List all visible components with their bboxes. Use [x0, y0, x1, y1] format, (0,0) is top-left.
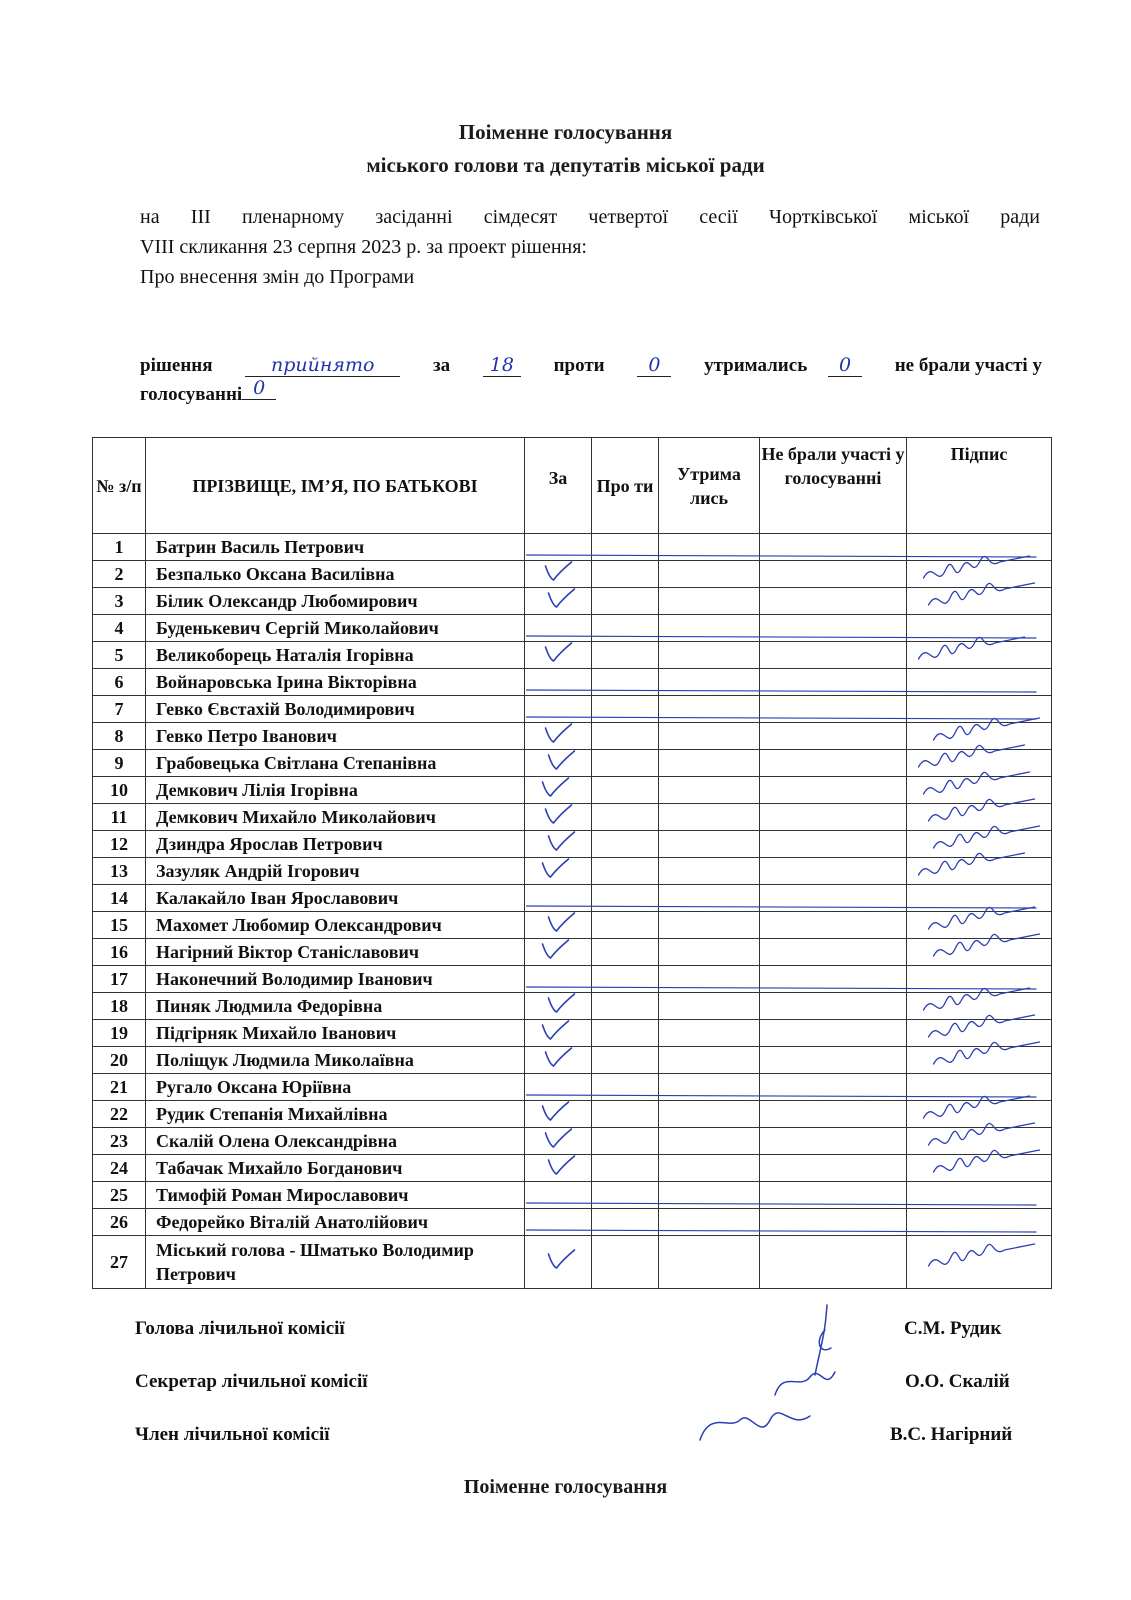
row-number: 6 [93, 669, 146, 696]
deputy-name: Войнаровська Ірина Вікторівна [146, 669, 525, 696]
vote-for-cell [525, 750, 592, 777]
vote-for-cell [525, 858, 592, 885]
roll-call-table [92, 437, 1052, 1289]
vote-against-cell [592, 912, 659, 939]
table-row [93, 1020, 1052, 1047]
vote-abstained-cell [659, 966, 760, 993]
signature-cell [907, 966, 1052, 993]
secretary-label: Секретар лічильної комісії [135, 1371, 368, 1392]
table-row [93, 723, 1052, 750]
vote-for-cell [525, 588, 592, 615]
signature-cell [907, 1128, 1052, 1155]
vote-against-cell [592, 777, 659, 804]
session-description [140, 202, 1040, 292]
vote-for-cell [525, 993, 592, 1020]
vote-abstained-cell [659, 669, 760, 696]
vote-not-voted-cell [760, 804, 907, 831]
vote-against-cell [592, 1236, 659, 1289]
for-count-field [483, 356, 521, 377]
table-row [93, 1209, 1052, 1236]
col-header-signature: Підпис [907, 438, 1052, 534]
signature-cell [907, 1155, 1052, 1182]
deputy-name: Зазуляк Андрій Ігорович [146, 858, 525, 885]
vote-not-voted-cell [760, 1020, 907, 1047]
deputy-name: Дзиндра Ярослав Петрович [146, 831, 525, 858]
vote-against-cell [592, 993, 659, 1020]
vote-against-cell [592, 669, 659, 696]
row-number: 1 [93, 534, 146, 561]
vote-for-cell [525, 1155, 592, 1182]
vote-against-cell [592, 939, 659, 966]
vote-not-voted-cell [760, 912, 907, 939]
row-number: 17 [93, 966, 146, 993]
signature-cell [907, 1074, 1052, 1101]
vote-against-cell [592, 1074, 659, 1101]
signature-cell [907, 1236, 1052, 1289]
vote-abstained-cell [659, 1074, 760, 1101]
vote-abstained-cell [659, 1047, 760, 1074]
vote-not-voted-cell [760, 1182, 907, 1209]
decision-value-field [245, 356, 400, 377]
signature-cell [907, 912, 1052, 939]
vote-against-cell [592, 831, 659, 858]
vote-for-cell [525, 1182, 592, 1209]
vote-not-voted-cell [760, 1074, 907, 1101]
signature-cell [907, 588, 1052, 615]
session-line-1-word: міської [908, 206, 969, 228]
col-header-name: ПРІЗВИЩЕ, ІМ’Я, ПО БАТЬКОВІ [146, 438, 525, 534]
signature-cell [907, 1209, 1052, 1236]
vote-abstained-cell [659, 1128, 760, 1155]
vote-against-cell [592, 723, 659, 750]
row-number: 3 [93, 588, 146, 615]
vote-not-voted-cell [760, 561, 907, 588]
against-count: 0 [648, 354, 661, 376]
vote-for-cell [525, 615, 592, 642]
deputy-name: Демкович Лілія Ігорівна [146, 777, 525, 804]
deputy-name: Підгірняк Михайло Іванович [146, 1020, 525, 1047]
abstained-label: утримались [704, 355, 808, 376]
vote-abstained-cell [659, 642, 760, 669]
signature-cell [907, 885, 1052, 912]
row-number: 2 [93, 561, 146, 588]
row-number: 19 [93, 1020, 146, 1047]
vote-for-cell [525, 1047, 592, 1074]
row-number: 24 [93, 1155, 146, 1182]
vote-against-cell [592, 588, 659, 615]
vote-against-cell [592, 858, 659, 885]
vote-for-cell [525, 534, 592, 561]
session-line-1-word: сесії [699, 206, 738, 228]
signature-cell [907, 1047, 1052, 1074]
for-count: 18 [489, 354, 514, 376]
col-header-not-voted: Не брали участі у голосуванні [760, 438, 907, 534]
vote-not-voted-cell [760, 642, 907, 669]
table-row [93, 696, 1052, 723]
deputy-name: Поліщук Людмила Миколаївна [146, 1047, 525, 1074]
vote-not-voted-cell [760, 939, 907, 966]
deputy-name: Рудик Степанія Михайлівна [146, 1101, 525, 1128]
row-number: 12 [93, 831, 146, 858]
vote-for-cell [525, 939, 592, 966]
row-number: 26 [93, 1209, 146, 1236]
vote-for-cell [525, 1236, 592, 1289]
vote-for-cell [525, 669, 592, 696]
vote-for-cell [525, 831, 592, 858]
vote-not-voted-cell [760, 1209, 907, 1236]
table-row [93, 1101, 1052, 1128]
decision-label: рішення [140, 355, 213, 376]
row-number: 10 [93, 777, 146, 804]
deputy-name: Нагірний Віктор Станіславович [146, 939, 525, 966]
secretary-signature [775, 1372, 835, 1395]
not-voted-count-field [242, 379, 276, 400]
signature-cell [907, 858, 1052, 885]
vote-abstained-cell [659, 750, 760, 777]
member-name: В.С. Нагірний [890, 1424, 1013, 1445]
vote-abstained-cell [659, 858, 760, 885]
signature-cell [907, 1182, 1052, 1209]
row-number: 16 [93, 939, 146, 966]
table-row [93, 750, 1052, 777]
vote-against-cell [592, 1209, 659, 1236]
table-row [93, 1128, 1052, 1155]
vote-not-voted-cell [760, 831, 907, 858]
vote-not-voted-cell [760, 1155, 907, 1182]
vote-against-cell [592, 966, 659, 993]
vote-for-cell [525, 561, 592, 588]
row-number: 22 [93, 1101, 146, 1128]
vote-for-cell [525, 804, 592, 831]
col-header-for: За [525, 438, 592, 534]
deputy-name: Табачак Михайло Богданович [146, 1155, 525, 1182]
deputy-name: Безпалько Оксана Василівна [146, 561, 525, 588]
table-row [93, 1074, 1052, 1101]
table-row [93, 912, 1052, 939]
not-voted-count: 0 [253, 377, 266, 399]
vote-not-voted-cell [760, 777, 907, 804]
abstained-count-field [828, 356, 862, 377]
vote-abstained-cell [659, 696, 760, 723]
vote-against-cell [592, 1101, 659, 1128]
session-line-1-word: пленарному [241, 206, 345, 228]
vote-not-voted-cell [760, 615, 907, 642]
vote-not-voted-cell [760, 1128, 907, 1155]
vote-abstained-cell [659, 912, 760, 939]
vote-abstained-cell [659, 993, 760, 1020]
table-row [93, 669, 1052, 696]
row-number: 5 [93, 642, 146, 669]
session-line-1-word: засіданні [375, 206, 453, 228]
col-header-number: № з/п [93, 438, 146, 534]
deputy-name: Скалій Олена Олександрівна [146, 1128, 525, 1155]
table-row [93, 534, 1052, 561]
vote-for-cell [525, 1128, 592, 1155]
vote-not-voted-cell [760, 966, 907, 993]
table-row [93, 885, 1052, 912]
deputy-name: Пиняк Людмила Федорівна [146, 993, 525, 1020]
vote-against-cell [592, 534, 659, 561]
row-number: 8 [93, 723, 146, 750]
vote-for-cell [525, 723, 592, 750]
vote-not-voted-cell [760, 750, 907, 777]
vote-abstained-cell [659, 1155, 760, 1182]
table-row [93, 588, 1052, 615]
vote-for-cell [525, 1101, 592, 1128]
vote-abstained-cell [659, 534, 760, 561]
deputy-name: Наконечний Володимир Іванович [146, 966, 525, 993]
table-row [93, 1047, 1052, 1074]
session-line-2: VIII скликання 23 серпня 2023 р. за проект рішення: [140, 236, 587, 258]
vote-against-cell [592, 750, 659, 777]
row-number: 9 [93, 750, 146, 777]
not-voted-label: не брали участі у [894, 355, 1042, 376]
session-line-1-word: ради [1000, 206, 1040, 228]
table-row [93, 777, 1052, 804]
signature-cell [907, 615, 1052, 642]
deputy-name: Демкович Михайло Миколайович [146, 804, 525, 831]
signature-cell [907, 1101, 1052, 1128]
deputy-name: Міський голова - Шматько Володимир Петрович [146, 1236, 525, 1289]
vote-abstained-cell [659, 561, 760, 588]
deputy-name: Махомет Любомир Олександрович [146, 912, 525, 939]
vote-summary [140, 355, 1042, 406]
member-label: Член лічильної комісії [135, 1424, 330, 1445]
table-row [93, 831, 1052, 858]
signature-cell [907, 642, 1052, 669]
vote-against-cell [592, 615, 659, 642]
signature-cell [907, 804, 1052, 831]
vote-for-cell [525, 1074, 592, 1101]
vote-not-voted-cell [760, 885, 907, 912]
signature-cell [907, 723, 1052, 750]
draft-decision-title: Про внесення змін до Програми [140, 266, 415, 288]
vote-for-cell [525, 696, 592, 723]
vote-abstained-cell [659, 723, 760, 750]
session-line-1-word: Чортківської [768, 206, 878, 228]
deputy-name: Великоборець Наталія Ігорівна [146, 642, 525, 669]
vote-abstained-cell [659, 1182, 760, 1209]
vote-for-cell [525, 885, 592, 912]
vote-for-cell [525, 966, 592, 993]
col-header-against: Про ти [592, 438, 659, 534]
deputy-name: Білик Олександр Любомирович [146, 588, 525, 615]
table-row [93, 615, 1052, 642]
vote-for-cell [525, 1020, 592, 1047]
vote-abstained-cell [659, 885, 760, 912]
row-number: 18 [93, 993, 146, 1020]
table-row [93, 858, 1052, 885]
member-signature [700, 1413, 810, 1440]
vote-for-cell [525, 1209, 592, 1236]
table-row [93, 1236, 1052, 1289]
deputy-name: Грабовецька Світлана Степанівна [146, 750, 525, 777]
document-title: Поіменне голосування [458, 120, 673, 144]
signature-cell [907, 993, 1052, 1020]
table-row [93, 966, 1052, 993]
abstained-count: 0 [838, 354, 852, 376]
vote-abstained-cell [659, 831, 760, 858]
vote-against-cell [592, 1155, 659, 1182]
against-label: проти [553, 355, 605, 376]
footer-heading: Поіменне голосування [463, 1476, 668, 1498]
session-line-1-word: ІІІ [190, 206, 211, 228]
session-line-1-word: на [140, 206, 160, 228]
vote-abstained-cell [659, 939, 760, 966]
vote-not-voted-cell [760, 669, 907, 696]
deputy-name: Гевко Євстахій Володимирович [146, 696, 525, 723]
vote-not-voted-cell [760, 858, 907, 885]
chair-signature [815, 1305, 831, 1375]
signature-cell [907, 561, 1052, 588]
session-line-1 [140, 202, 1040, 232]
vote-abstained-cell [659, 1209, 760, 1236]
session-line-1-word: четвертої [588, 206, 669, 228]
table-row [93, 1155, 1052, 1182]
vote-abstained-cell [659, 777, 760, 804]
vote-not-voted-cell [760, 1047, 907, 1074]
chair-name: С.М. Рудик [904, 1318, 1002, 1339]
for-label: за [432, 355, 451, 376]
vote-not-voted-cell [760, 588, 907, 615]
signature-cell [907, 696, 1052, 723]
signature-cell [907, 669, 1052, 696]
signature-cell [907, 939, 1052, 966]
table-row [93, 804, 1052, 831]
signature-cell [907, 831, 1052, 858]
vote-for-cell [525, 642, 592, 669]
vote-not-voted-cell [760, 993, 907, 1020]
table-row [93, 642, 1052, 669]
col-header-abstained: Утрима лись [659, 438, 760, 534]
deputy-name: Гевко Петро Іванович [146, 723, 525, 750]
vote-not-voted-cell [760, 534, 907, 561]
vote-for-cell [525, 777, 592, 804]
signature-cell [907, 750, 1052, 777]
table-row [93, 993, 1052, 1020]
vote-not-voted-cell [760, 1236, 907, 1289]
vote-abstained-cell [659, 1020, 760, 1047]
row-number: 27 [93, 1236, 146, 1289]
vote-against-cell [592, 642, 659, 669]
vote-for-cell [525, 912, 592, 939]
vote-against-cell [592, 1047, 659, 1074]
row-number: 23 [93, 1128, 146, 1155]
signature-cell [907, 1020, 1052, 1047]
signature-cell [907, 777, 1052, 804]
row-number: 11 [93, 804, 146, 831]
chair-label: Голова лічильної комісії [135, 1318, 345, 1339]
vote-abstained-cell [659, 588, 760, 615]
row-number: 4 [93, 615, 146, 642]
against-count-field [637, 356, 671, 377]
vote-against-cell [592, 804, 659, 831]
secretary-name: О.О. Скалій [905, 1371, 1010, 1392]
vote-against-cell [592, 561, 659, 588]
deputy-name: Тимофій Роман Мирославович [146, 1182, 525, 1209]
vote-against-cell [592, 885, 659, 912]
row-number: 7 [93, 696, 146, 723]
deputy-name: Батрин Василь Петрович [146, 534, 525, 561]
vote-against-cell [592, 696, 659, 723]
row-number: 15 [93, 912, 146, 939]
row-number: 21 [93, 1074, 146, 1101]
row-number: 25 [93, 1182, 146, 1209]
vote-abstained-cell [659, 1101, 760, 1128]
table-header-row [93, 438, 1052, 534]
vote-not-voted-cell [760, 1101, 907, 1128]
deputy-name: Федорейко Віталій Анатолійович [146, 1209, 525, 1236]
table-row [93, 1182, 1052, 1209]
vote-abstained-cell [659, 615, 760, 642]
decision-value: прийнято [271, 354, 375, 376]
row-number: 13 [93, 858, 146, 885]
document-subtitle: міського голови та депутатів міської ради [366, 153, 765, 177]
deputy-name: Ругало Оксана Юріївна [146, 1074, 525, 1101]
vote-not-voted-cell [760, 723, 907, 750]
row-number: 14 [93, 885, 146, 912]
vote-against-cell [592, 1128, 659, 1155]
signature-cell [907, 534, 1052, 561]
table-row [93, 939, 1052, 966]
table-row [93, 561, 1052, 588]
row-number: 20 [93, 1047, 146, 1074]
vote-not-voted-cell [760, 696, 907, 723]
deputy-name: Буденькевич Сергій Миколайович [146, 615, 525, 642]
vote-abstained-cell [659, 804, 760, 831]
vote-abstained-cell [659, 1236, 760, 1289]
not-voted-label-cont: голосуванні [140, 384, 243, 405]
deputy-name: Калакайло Іван Ярославович [146, 885, 525, 912]
session-line-1-word: сімдесят [483, 206, 558, 228]
vote-against-cell [592, 1182, 659, 1209]
vote-against-cell [592, 1020, 659, 1047]
